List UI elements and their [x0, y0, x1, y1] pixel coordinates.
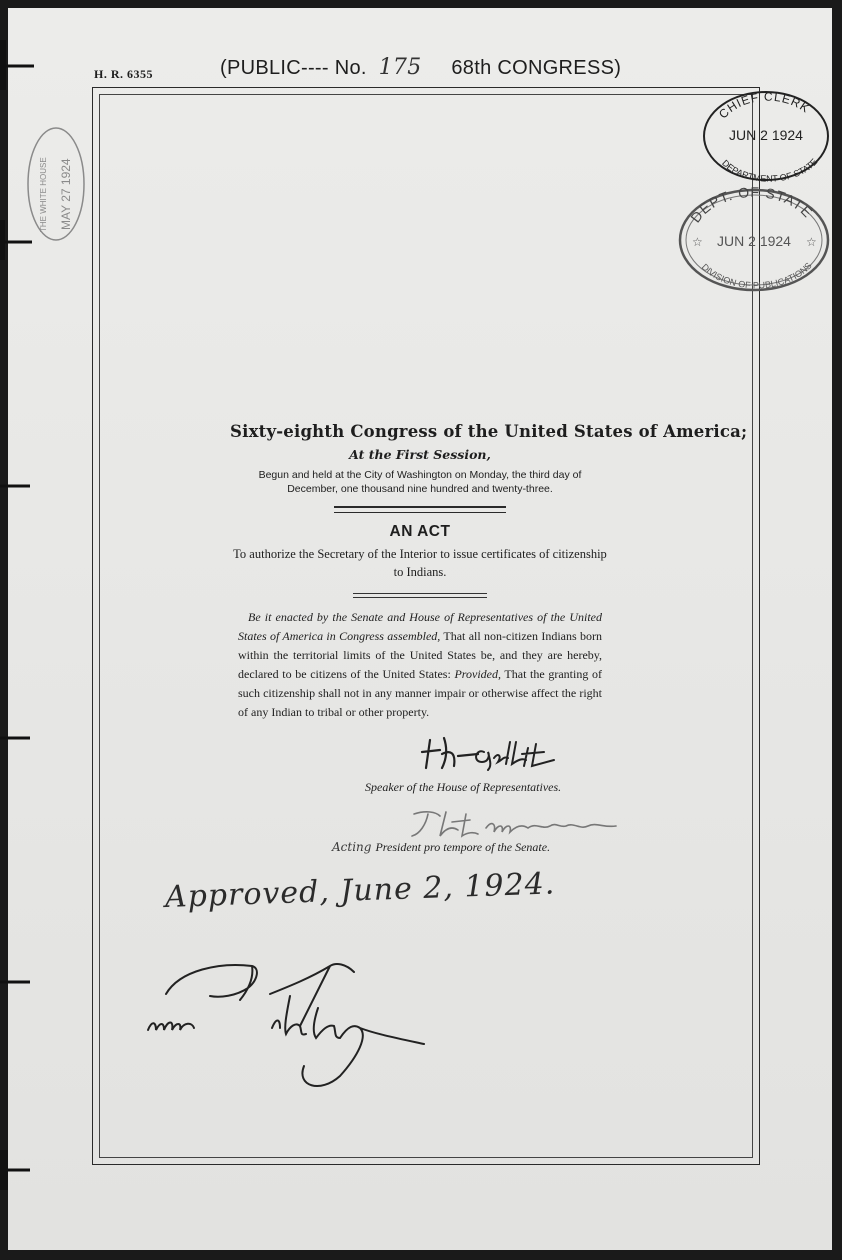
svg-text:DEPT. OF STATE: [687, 186, 816, 225]
congress-title: Sixty-eighth Congress of the United States of America;: [230, 422, 748, 441]
begun-line: Begun and held at the City of Washington on Monday, the third day of December, one thousand nine hundred and twenty-three.: [258, 469, 582, 495]
divider-rule: [353, 593, 487, 598]
body-part-2: That the granting of such citizenship shall not in any manner impair or otherwise affect the right of any Indian to tribal or other property.: [238, 667, 602, 719]
svg-text:CHIEF CLERK: [716, 90, 813, 122]
president-pro-tempore-line: [332, 840, 550, 855]
chief-clerk-stamp-dept: DEPARTMENT OF STATE: [720, 156, 820, 184]
enacting-clause: Be it enacted by the Senate and House of Representatives of the United States of America in Congress assembled,: [238, 610, 602, 643]
president-signature: [140, 956, 440, 1096]
chief-clerk-stamp: [700, 88, 832, 184]
dept-state-stamp: [676, 186, 832, 296]
white-house-stamp-text: THE WHITE HOUSE: [39, 157, 48, 232]
act-body: [238, 608, 602, 722]
body-part-1: That all non-citizen Indians born within the territorial limits of the United States be, and they are hereby, declared to be citizens of the United States:: [238, 629, 602, 681]
president-pro-tempore-signature: [406, 806, 622, 842]
bill-number: H. R. 6355: [94, 67, 153, 81]
white-house-stamp: [24, 124, 88, 244]
dept-state-stamp-date: JUN 2 1924: [717, 233, 791, 249]
white-house-stamp-date: MAY 27 1924: [59, 158, 73, 230]
chief-clerk-stamp-date: JUN 2 1924: [729, 127, 803, 143]
approved-note: Approved, June 2, 1924.: [164, 866, 556, 915]
dept-state-stamp-division: DIVISION OF PUBLICATIONS: [699, 260, 814, 291]
act-description: To authorize the Secretary of the Interior to issue certificates of citizenship to Indians.: [233, 547, 607, 579]
star-icon: ☆: [806, 235, 817, 249]
star-icon: ☆: [692, 235, 703, 249]
divider-rule: [334, 506, 506, 513]
public-law-line: [220, 55, 621, 80]
public-label: (PUBLIC: [220, 57, 302, 79]
acting-handwritten: Acting: [332, 840, 372, 854]
act-heading: AN ACT: [389, 523, 451, 540]
president-title: President pro tempore of the Senate.: [375, 840, 551, 854]
dept-state-stamp-title: DEPT. OF STATE: [687, 186, 817, 226]
public-no-label: No.: [334, 57, 367, 79]
chief-clerk-stamp-title: CHIEF CLERK: [715, 89, 813, 122]
provided-word: Provided,: [454, 667, 501, 681]
speaker-title: Speaker of the House of Representatives.: [365, 780, 562, 794]
act-header: [230, 418, 748, 598]
svg-text:DEPARTMENT OF STATE: [720, 157, 819, 184]
svg-text:DIVISION OF PUBLICATIONS: [700, 260, 814, 290]
public-no-value: 175: [378, 55, 422, 80]
public-dashes: ----: [301, 57, 329, 79]
session-line: At the First Session,: [349, 447, 491, 462]
speaker-signature: [418, 732, 568, 774]
congress-label: 68th CONGRESS): [451, 57, 622, 79]
